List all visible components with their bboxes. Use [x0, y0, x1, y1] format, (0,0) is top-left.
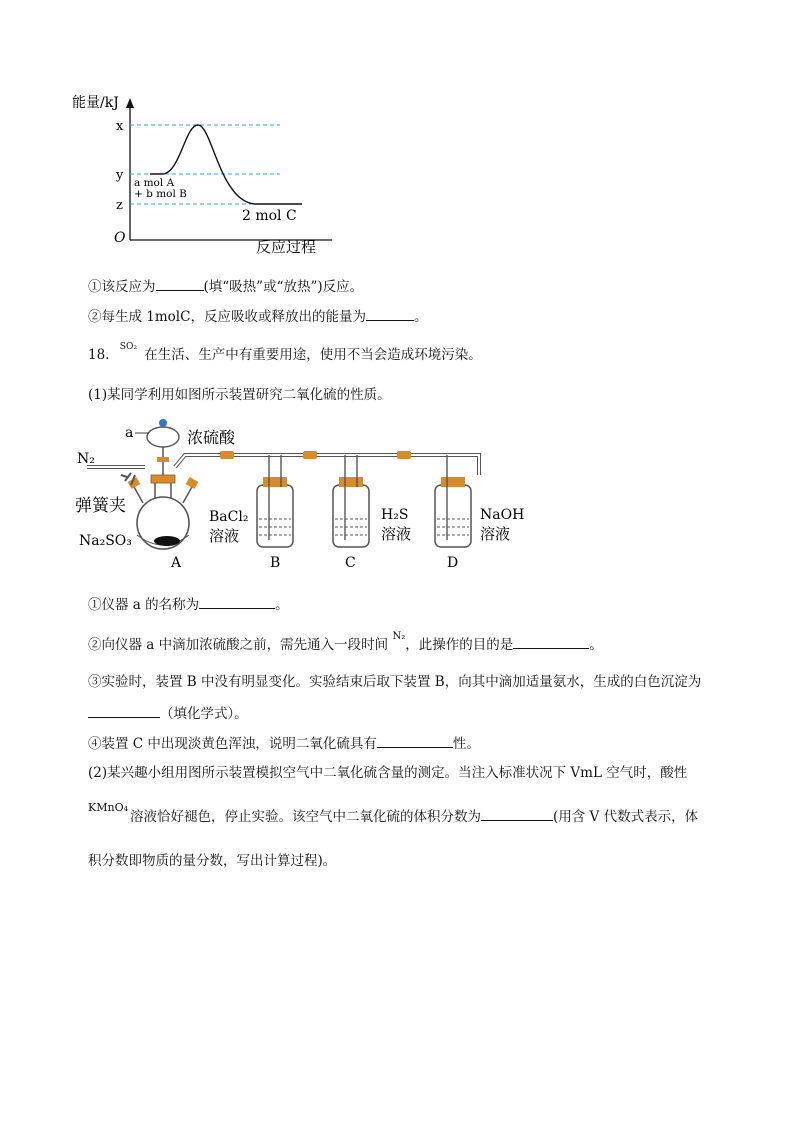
q18-s2-prefix: ②向仪器 a 中滴加浓硫酸之前，需先通入一段时间 — [88, 637, 389, 653]
label-h2s: H₂S — [381, 507, 409, 523]
label-clamp: 弹簧夹 — [75, 496, 126, 516]
q18-part1 — [88, 385, 391, 405]
level-x-label: x — [116, 119, 124, 134]
label-h2s-solution: 溶液 — [381, 525, 412, 543]
q18-part2-text2: 溶液恰好褪色，停止实验。该空气中二氧化硫的体积分数为 — [130, 809, 481, 825]
label-bacl2-solution: 溶液 — [209, 527, 240, 545]
tube-connector — [220, 451, 234, 459]
q18-part2-line1 — [88, 763, 687, 783]
q18-s3-line1 — [88, 672, 701, 692]
q17-p1-prefix: ①该反应为 — [88, 279, 156, 295]
answer-blank[interactable] — [481, 806, 553, 821]
tube-connector — [397, 451, 411, 459]
so2-formula: SO₂ — [119, 342, 137, 352]
label-a: a — [125, 425, 134, 441]
label-B: B — [270, 555, 281, 571]
q18-s4-suffix: 性。 — [452, 736, 480, 752]
answer-blank[interactable] — [199, 594, 275, 609]
n2-formula: N₂ — [392, 631, 406, 642]
q17-p2-suffix: 。 — [413, 309, 428, 325]
q17-p2-prefix: ②每生成 1molC，反应吸收或释放出的能量为 — [88, 309, 366, 325]
y-axis-arrow — [126, 98, 134, 108]
reactant-label-1: a mol A — [134, 177, 175, 189]
level-y-label: y — [116, 168, 124, 183]
energy-diagram — [70, 90, 340, 260]
q18-s1-suffix: 。 — [275, 597, 289, 613]
bottle-c — [333, 455, 369, 547]
bottle-d — [435, 455, 471, 547]
label-C: C — [345, 555, 356, 571]
q18-s3-line2 — [88, 703, 248, 724]
na2so3-solid — [154, 536, 180, 546]
q18-intro: 在生活、生产中有重要用途，使用不当会造成环境污染。 — [144, 347, 482, 363]
funnel-stopper — [159, 419, 167, 427]
answer-blank[interactable] — [513, 634, 589, 649]
q18-s2-middle: ，此操作的目的是 — [405, 637, 514, 653]
gas-tube — [87, 455, 479, 475]
origin-label: O — [114, 230, 126, 246]
kmno4-formula: KMnO₄ — [88, 801, 128, 814]
label-na2so3: Na₂SO₃ — [79, 533, 132, 549]
answer-blank[interactable] — [156, 276, 204, 291]
q18-s2-suffix: 。 — [589, 637, 603, 653]
label-bacl2: BaCl₂ — [209, 509, 249, 525]
reactant-label-2: + b mol B — [134, 188, 187, 200]
q18-part1-text: (1)某同学利用如图所示装置研究二氧化硫的性质。 — [88, 387, 391, 403]
q18-s2 — [88, 631, 603, 657]
xlabel: 反应过程 — [256, 238, 317, 256]
q18-part2-line3 — [88, 851, 336, 871]
question-number: 18. — [88, 347, 110, 363]
q18-header — [88, 342, 482, 367]
answer-blank[interactable] — [366, 306, 414, 321]
q17-part2 — [88, 306, 427, 327]
q18-part2-text1: (2)某兴趣小组用图所示装置模拟空气中二氧化硫含量的测定。当注入标准状况下 VmL 空气时，酸性 — [88, 765, 688, 781]
label-D: D — [447, 555, 459, 571]
label-naoh-solution: 溶液 — [480, 525, 511, 543]
tube-connector — [303, 451, 317, 459]
answer-blank[interactable] — [377, 733, 453, 748]
q18-s1 — [88, 594, 289, 615]
q18-s1-prefix: ①仪器 a 的名称为 — [88, 597, 200, 613]
apparatus-diagram — [75, 415, 525, 575]
funnel-a — [147, 427, 179, 447]
stopper-a — [151, 475, 175, 483]
label-naoh: NaOH — [480, 507, 525, 523]
label-n2: N₂ — [77, 451, 95, 467]
answer-blank[interactable] — [88, 703, 160, 718]
q18-part2-text2-suffix: (用含 V 代数式表示，体 — [553, 809, 699, 825]
q18-part2-line2 — [88, 801, 699, 828]
product-label: 2 mol C — [242, 208, 297, 224]
label-acid: 浓硫酸 — [187, 428, 236, 447]
q18-s4 — [88, 733, 480, 754]
stopcock — [157, 457, 169, 462]
q18-s3-suffix: （填化学式）。 — [160, 706, 248, 722]
q18-s4-prefix: ④装置 C 中出现淡黄色浑浊，说明二氧化硫具有 — [88, 736, 377, 752]
q18-part2-text3: 积分数即物质的量分数，写出计算过程)。 — [88, 853, 337, 869]
q17-part1 — [88, 276, 363, 297]
bottle-b — [257, 455, 293, 547]
label-A: A — [171, 555, 182, 571]
q18-s3-text: ③实验时，装置 B 中没有明显变化。实验结束后取下装置 B，向其中滴加适量氨水，生成的白色沉淀为 — [88, 674, 702, 690]
ylabel: 能量/kJ — [72, 95, 119, 111]
q17-p1-suffix: (填“吸热”或“放热”)反应。 — [203, 279, 364, 295]
level-z-label: z — [116, 198, 123, 213]
